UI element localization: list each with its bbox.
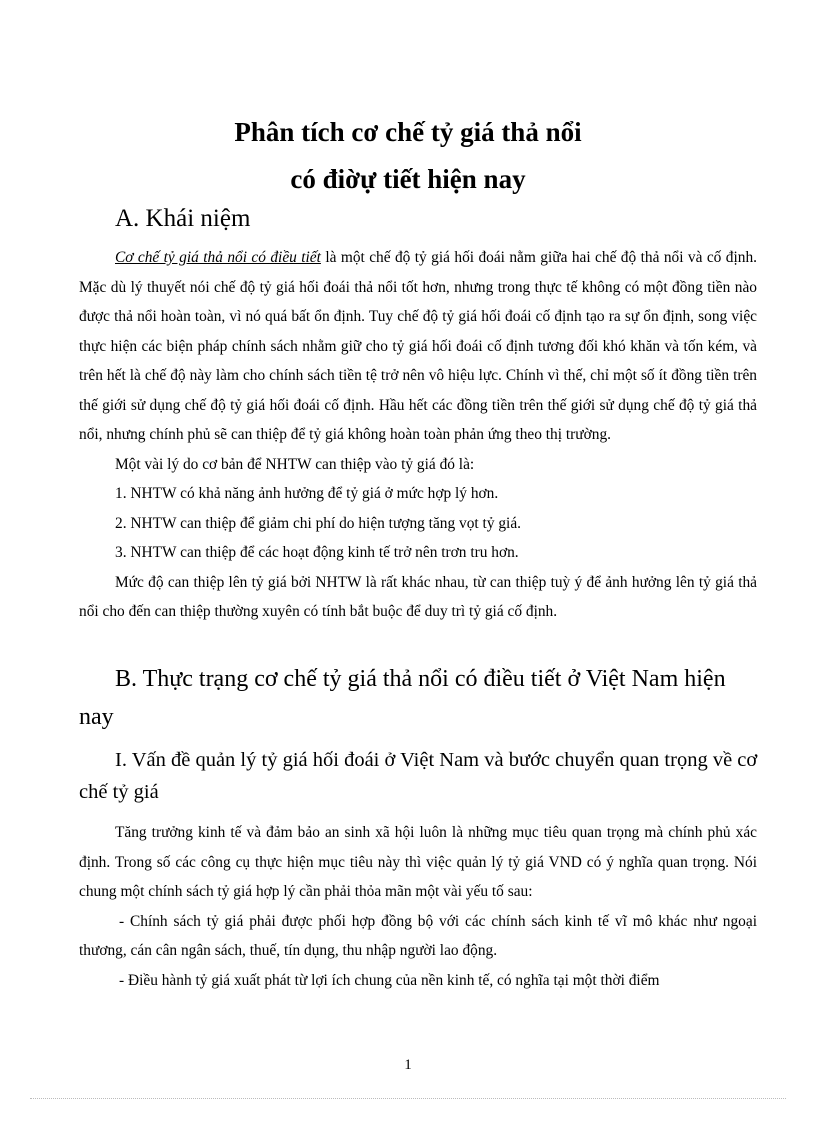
- bullet-item: - Điều hành tỷ giá xuất phát từ lợi ích chung của nền kinh tế, có nghĩa tại một thời điểm: [119, 971, 660, 989]
- document-title-line-2: có điờự tiết hiện nay: [290, 164, 526, 194]
- section-a-paragraph-1: [79, 243, 757, 450]
- section-a-heading: A. Khái niệm: [115, 205, 251, 232]
- section-a-paragraph-3: Mức độ can thiệp lên tỷ giá bởi NHTW là rất khác nhau, từ can thiệp tuỳ ý để ảnh hưởng lên tỷ giá thả nổi cho đến can thiệp thường xuyên có tính bắt buộc để duy trì tỷ giá cố định.: [79, 573, 757, 620]
- list-item: 2. NHTW can thiệp để giảm chi phí do hiện tượng tăng vọt tỷ giá.: [115, 514, 522, 532]
- paragraph-text: là một chế độ tỷ giá hối đoái nằm giữa hai chế độ thả nổi và cố định. Mặc dù lý thuyết nói chế độ tỷ giá hối đoái thả nổi tốt hơn, nhưng trong thực tế không có một đồng tiền nào được thả nổi hoàn toàn, vì nó quá bất ổn định. Tuy chế độ tỷ giá hối đoái cố định tạo ra sự ổn định, song việc thực hiện các biện pháp chính sách nhằm giữ cho tỷ giá hối đoái cố định tương đối khó khăn và tốn kém, và trên hết là chế độ này làm cho chính sách tiền tệ trở nên vô hiệu lực. Chính vì thế, chỉ một số ít đồng tiền trên thế giới sử dụng chế độ tỷ giá hối đoái cố định. Hầu hết các đồng tiền trên thế giới sử dụng chế độ tỷ giá thả nổi, nhưng chính phủ sẽ can thiệp để tỷ giá không hoàn toàn phản ứng theo thị trường.: [79, 249, 757, 443]
- page-divider: [30, 1098, 786, 1099]
- section-b-paragraph-1: Tăng trưởng kinh tế và đảm bảo an sinh xã hội luôn là những mục tiêu quan trọng mà chính phủ xác định. Trong số các công cụ thực hiện mục tiêu này thì việc quản lý tỷ giá VND có ý nghĩa quan trọng. Nói chung một chính sách tỷ giá hợp lý cần phải thỏa mãn một vài yếu tố sau:: [79, 824, 757, 900]
- bullet-item: - Chính sách tỷ giá phải được phối hợp đồng bộ với các chính sách kinh tế vĩ mô khác như ngoại thương, cán cân ngân sách, thuế, tín dụng, thu nhập người lao động.: [79, 912, 757, 959]
- section-b-heading: B. Thực trạng cơ chế tỷ giá thả nổi có điều tiết ở Việt Nam hiện nay: [79, 666, 726, 730]
- defined-term: Cơ chế tỷ giá thả nổi có điều tiết: [115, 249, 321, 266]
- section-a-body: [79, 243, 757, 627]
- document-title-line-1: Phân tích cơ chế tỷ giá thả nổi: [234, 117, 582, 147]
- section-a-paragraph-2: Một vài lý do cơ bản để NHTW can thiệp vào tỷ giá đó là:: [115, 455, 475, 473]
- list-item: 1. NHTW có khả năng ảnh hưởng để tỷ giá ở mức hợp lý hơn.: [115, 485, 499, 502]
- section-b-subheading: I. Vấn đề quản lý tỷ giá hối đoái ở Việt Nam và bước chuyển quan trọng về cơ chế tỷ giá: [79, 749, 758, 803]
- list-item: 3. NHTW can thiệp để các hoạt động kinh tế trở nên trơn tru hơn.: [115, 544, 519, 561]
- section-b-body: [79, 818, 757, 995]
- page-number: 1: [404, 1057, 412, 1073]
